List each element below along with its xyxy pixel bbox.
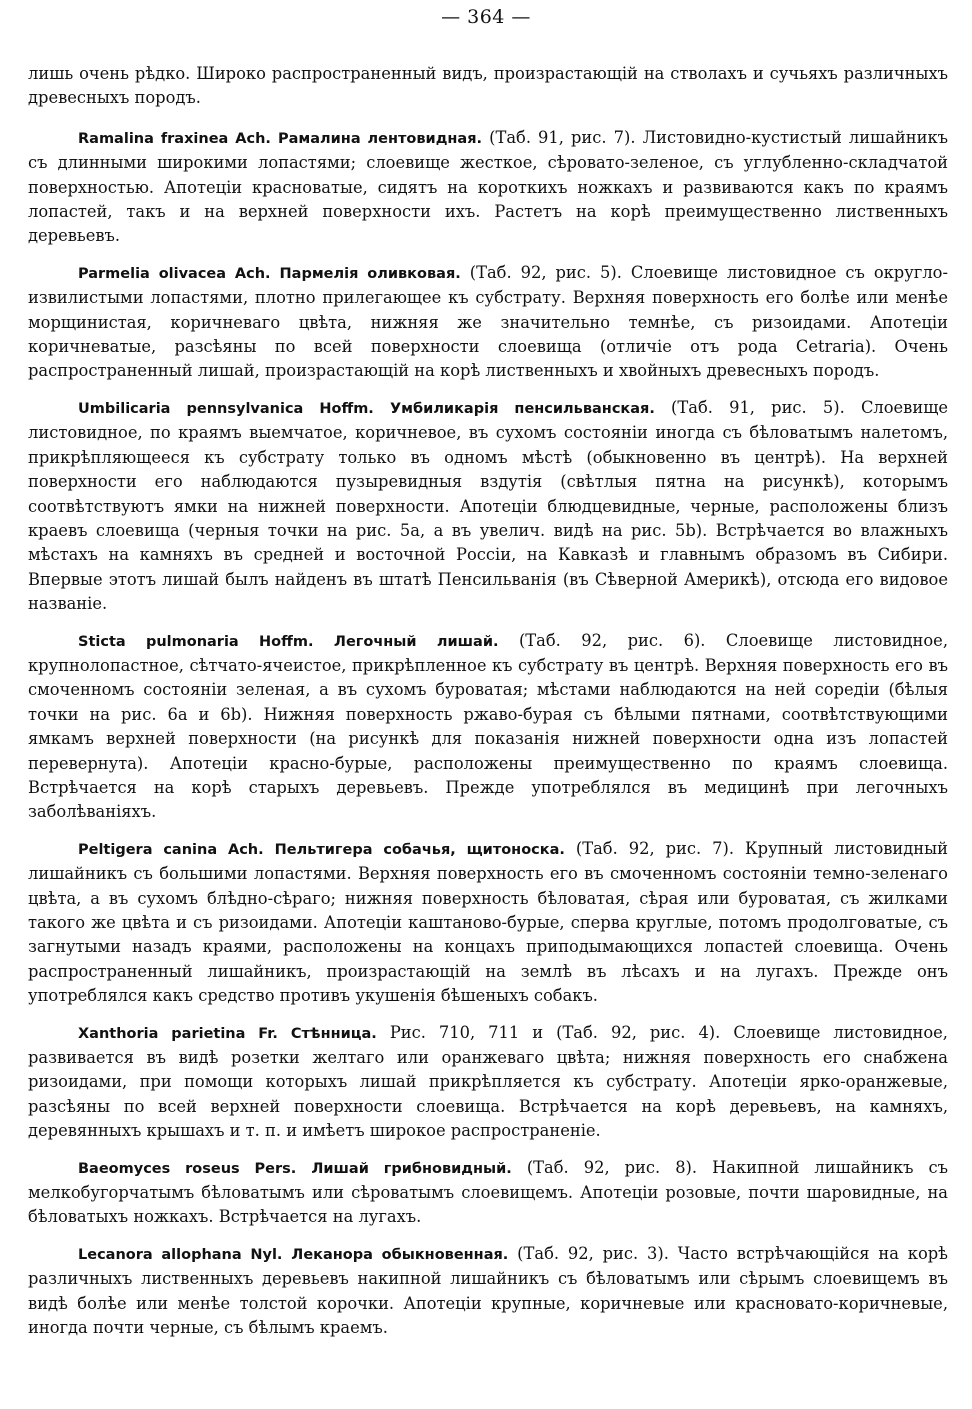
species-entry-xanthoria: [28, 1021, 948, 1144]
page-number: — 364 —: [441, 6, 531, 28]
species-latin-name: Sticta pulmonaria Hoffm.: [78, 633, 314, 650]
species-russian-name: Пельтигера собачья, щитоноска.: [274, 841, 565, 858]
species-entry-sticta: [28, 629, 948, 825]
species-russian-name: Лишай грибновидный.: [311, 1160, 512, 1177]
species-latin-name: Umbilicaria pennsylvanica Hoffm.: [78, 400, 374, 417]
species-description: Рис. 710, 711 и (Таб. 92, рис. 4). Слоевище листовидное, развивается въ видѣ розетки желтаго или оранжеваго цвѣта; нижняя поверхность его снабжена ризоидами, при помощи которыхъ лишай прикрѣпляется къ субстрату. Апотеціи ярко-оранжевые, разсѣяны по всей верхней поверхности слоевища. Встрѣчается на корѣ деревьевъ, на камняхъ, деревянныхъ крышахъ и т. п. и имѣетъ широкое распространеніе.: [28, 1022, 948, 1141]
species-russian-name: Пармелія оливковая.: [279, 265, 461, 282]
species-latin-name: Peltigera canina Ach.: [78, 841, 264, 858]
species-latin-name: Lecanora allophana Nyl.: [78, 1246, 283, 1263]
species-latin-name: Baeomyces roseus Pers.: [78, 1160, 297, 1177]
species-latin-name: Ramalina fraxinea Ach.: [78, 130, 271, 147]
species-entry-peltigera: [28, 837, 948, 1009]
species-description: (Таб. 92, рис. 7). Крупный листовидный лишайникъ съ большими лопастями. Верхняя поверхность его въ смоченномъ состояніи темно-зеленаго цвѣта, а въ сухомъ блѣдно-сѣраго; нижняя поверхность бѣловатая, сѣрая или буроватая, съ жилками такого же цвѣта и съ ризоидами. Апотеціи каштаново-бурые, сперва круглые, потомъ продолговатые, съ загнутыми назадъ краями, расположены на концахъ приподымающихся лопастей слоевища. Очень распространенный лишайникъ, произрастающій на землѣ въ лѣсахъ и на лугахъ. Прежде онъ употреблялся какъ средство противъ укушенія бѣшеныхъ собакъ.: [28, 838, 948, 1006]
species-description: (Таб. 91, рис. 7). Листовидно-кустистый лишайникъ съ длинными широкими лопастями; слоевище жесткое, сѣровато-зеленое, съ углубленно-складчатой поверхностью. Апотеціи красноватые, сидятъ на короткихъ ножкахъ и развиваются какъ по краямъ лопастей, такъ и на верхней поверхности ихъ. Растетъ на корѣ преимущественно лиственныхъ деревьевъ.: [28, 127, 948, 246]
species-latin-name: Xanthoria parietina Fr.: [78, 1025, 278, 1042]
species-entry-lecanora: [28, 1242, 948, 1341]
species-russian-name: Леканора обыкновенная.: [291, 1246, 509, 1263]
species-description: (Таб. 92, рис. 3). Часто встрѣчающійся на корѣ различныхъ лиственныхъ деревьевъ накипной лишайникъ съ бѣловатымъ или сѣрымъ слоевищемъ въ видѣ болѣе или менѣе толстой корочки. Апотеціи крупные, коричневые или красновато-коричневые, иногда почти черные, съ бѣлымъ краемъ.: [28, 1243, 948, 1338]
species-description: (Таб. 92, рис. 5). Слоевище листовидное съ округло-извилистыми лопастями, плотно прилегающее къ субстрату. Верхняя поверхность его болѣе или менѣе морщинистая, коричневаго цвѣта, нижняя же значительно темнѣе, съ ризоидами. Апотеціи коричневатые, разсѣяны по всей поверхности слоевища (отличіе отъ рода Cetraria). Очень распространенный лишай, произрастающій на корѣ лиственныхъ и хвойныхъ древесныхъ породъ.: [28, 262, 948, 381]
species-entry-parmelia: [28, 261, 948, 384]
intro-paragraph: лишь очень рѣдко. Широко распространенный видъ, произрастающій на стволахъ и сучьяхъ различныхъ древесныхъ породъ.: [28, 64, 948, 108]
species-russian-name: Умбиликарія пенсильванская.: [390, 400, 655, 417]
species-description: (Таб. 92, рис. 8). Накипной лишайникъ съ мелкобугорчатымъ бѣловатымъ или сѣроватымъ слоевищемъ. Апотеціи розовые, почти шаровидные, на бѣловатыхъ ножкахъ. Встрѣчается на лугахъ.: [28, 1157, 948, 1227]
species-entry-ramalina: [28, 126, 948, 249]
species-russian-name: Стѣнница.: [290, 1025, 377, 1042]
species-entry-umbilicaria: [28, 396, 948, 617]
species-russian-name: Рамалина лентовидная.: [277, 130, 483, 147]
text-body: [28, 62, 948, 1353]
species-description: (Таб. 92, рис. 6). Слоевище листовидное, крупнолопастное, сѣтчато-ячеистое, прикрѣпленное къ субстрату въ центрѣ. Верхняя поверхность его въ смоченномъ состояніи зеленая, а въ сухомъ буроватая; мѣстами наблюдаются на ней соредіи (бѣлыя точки на рис. 6a и 6b). Нижняя поверхность ржаво-бурая съ бѣлыми пятнами, соотвѣтствующими ямкамъ верхней поверхности (на рисункѣ для показанія нижней поверхности одна изъ лопастей перевернута). Апотеціи красно-бурые, расположены преимущественно по краямъ слоевища. Встрѣчается на корѣ старыхъ деревьевъ. Прежде употреблялся въ медицинѣ при легочныхъ заболѣваніяхъ.: [28, 630, 948, 822]
species-entry-baeomyces: [28, 1156, 948, 1230]
species-russian-name: Легочный лишай.: [333, 633, 499, 650]
species-description: (Таб. 91, рис. 5). Слоевище листовидное, по краямъ выемчатое, коричневое, въ сухомъ состояніи иногда съ бѣловатымъ налетомъ, прикрѣпляющееся къ субстрату только въ одномъ мѣстѣ (обыкновенно въ центрѣ). На верхней поверхности его наблюдаются пузыревидныя вздутія (свѣтлыя пятна на рисункѣ), которымъ соотвѣтствуютъ ямки на нижней поверхности. Апотеціи блюдцевидные, черные, расположены близъ краевъ слоевища (черныя точки на рис. 5a, а въ увелич. видѣ на рис. 5b). Встрѣчается во влажныхъ мѣстахъ на камняхъ въ средней и восточной Россіи, на Кавказѣ и главнымъ образомъ въ Сибири. Впервые этотъ лишай былъ найденъ въ штатѣ Пенсильванія (въ Сѣверной Америкѣ), отсюда его видовое названіе.: [28, 397, 948, 614]
species-latin-name: Parmelia olivacea Ach.: [78, 265, 271, 282]
